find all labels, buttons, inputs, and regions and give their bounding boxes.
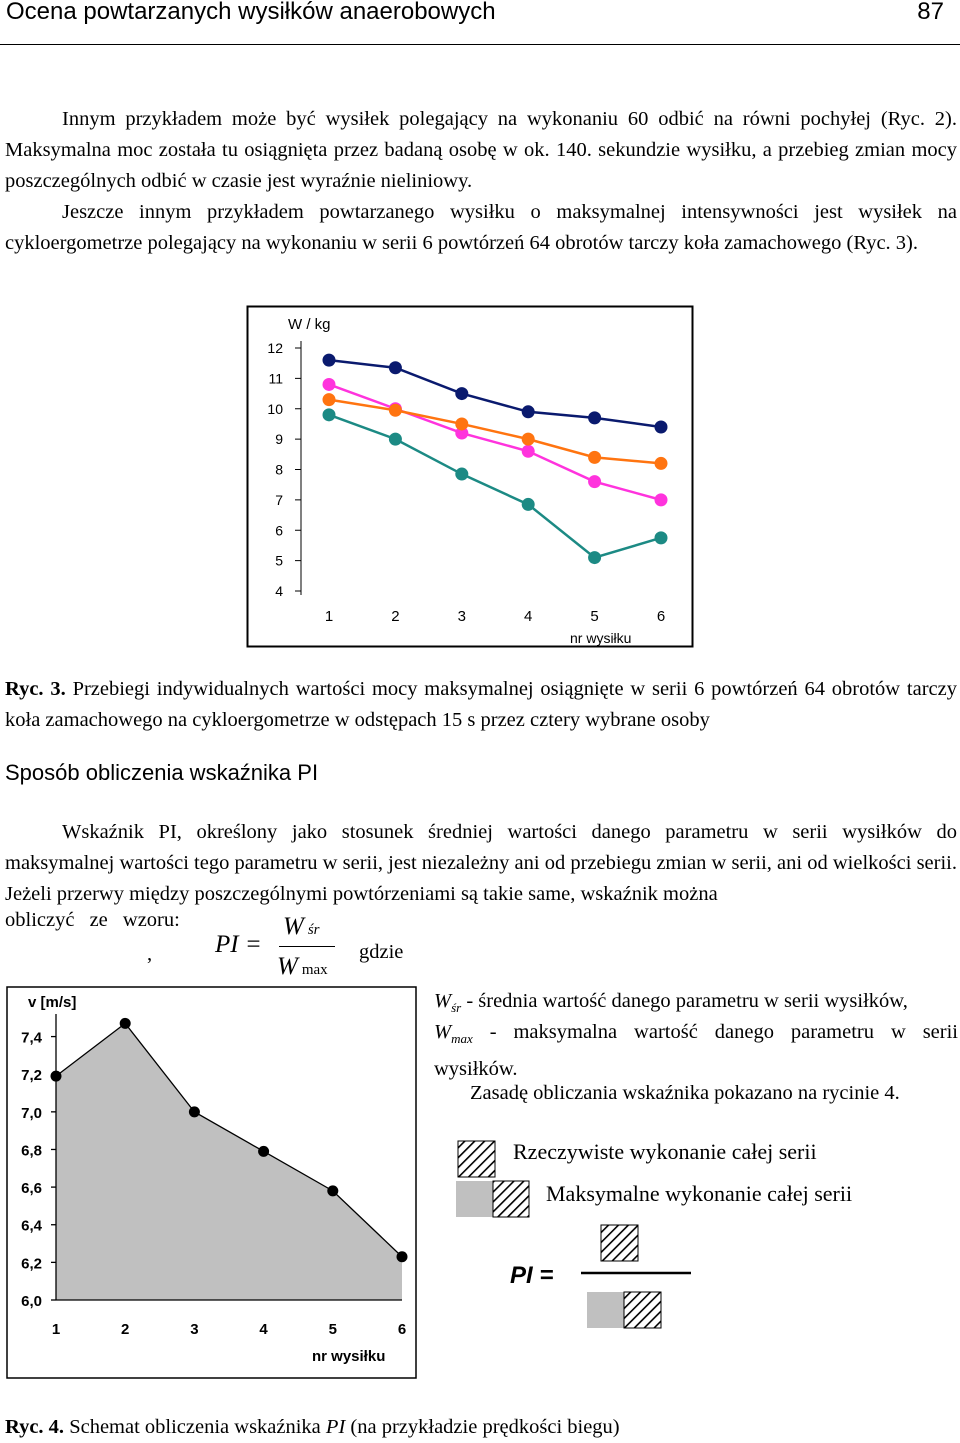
- y-tick-label: 10: [267, 400, 283, 417]
- x-tick-label: 6: [656, 608, 666, 625]
- page-number: 87: [917, 0, 944, 25]
- data-point: [258, 1146, 269, 1157]
- figure-3-chart: [246, 305, 694, 648]
- paragraph-3: Wskaźnik PI, określony jako stosunek średniej wartości danego parametru w serii wysiłków do maksymalnej wartości tego parametru w serii, jest niezależny ani od przebiegu zmian w serii, ani od wielkości serii. Jeżeli przerwy między poszczególnymi powtórzeniami są takie same, wskaźnik można: [5, 821, 957, 905]
- y-tick-label: 6,4: [21, 1217, 42, 1235]
- y-tick-label: 7,4: [21, 1029, 42, 1047]
- x-tick-label: 1: [324, 608, 334, 625]
- data-point: [51, 1071, 62, 1082]
- y-tick-label: 6: [275, 522, 283, 539]
- x-tick-label: 5: [590, 608, 599, 625]
- definition-note: Zasadę obliczania wskaźnika pokazano na rycinie 4.: [470, 1082, 900, 1104]
- y-tick-label: 4: [275, 583, 283, 599]
- x-tick-label: 2: [391, 608, 400, 625]
- paragraph-1: Innym przykładem może być wysiłek polegający na wykonaniu 60 odbić na równi pochyłej (Ryc. 2). Maksymalna moc została tu osiągnięta przez badaną osobę w ok. 140. sekundzie wysiłku, a przebieg zmian mocy poszczególnych odbić w czasie jest wyraźnie nieliniowy.: [5, 108, 957, 192]
- data-point: [397, 1251, 408, 1262]
- y-tick-label: 6,6: [21, 1180, 42, 1198]
- y-tick-label: 9: [275, 431, 283, 448]
- y-tick-label: 5: [275, 552, 283, 569]
- data-point: [588, 475, 601, 488]
- figure-4-chart: [6, 986, 418, 1380]
- definition-wmax: $W_{max}$ - maksymalna wartość danego parametru w serii wysiłków.: [434, 1021, 958, 1081]
- data-point: [189, 1106, 200, 1117]
- x-axis-label: nr wysiłku: [312, 1348, 386, 1365]
- formula-numerator: Wśr: [283, 913, 320, 940]
- data-point: [588, 411, 601, 424]
- pi-denominator-hatched: [624, 1292, 661, 1328]
- x-tick-label: 4: [259, 1321, 268, 1338]
- formula-lhs: PI =: [215, 931, 262, 958]
- y-axis-label: v [m/s]: [28, 994, 77, 1011]
- legend-hatched-swatch: [458, 1141, 495, 1177]
- data-point: [522, 405, 535, 418]
- x-tick-label: 3: [190, 1321, 199, 1338]
- data-point: [655, 531, 668, 544]
- data-point: [588, 551, 601, 564]
- data-point: [522, 498, 535, 511]
- formula-denominator: Wmax: [277, 953, 328, 980]
- x-tick-label: 2: [121, 1321, 130, 1338]
- y-tick-label: 12: [267, 340, 283, 356]
- data-point: [522, 445, 535, 458]
- data-point: [327, 1185, 338, 1196]
- y-axis-label: W / kg: [288, 316, 331, 333]
- page-header: [0, 0, 960, 45]
- y-tick-label: 8: [275, 461, 283, 478]
- fraction-bar: [279, 946, 335, 947]
- pi-label: PI =: [510, 1262, 554, 1289]
- pi-denominator-grey: [587, 1292, 625, 1328]
- legend-grey-hatched-swatch: [493, 1181, 529, 1217]
- data-point: [455, 417, 468, 430]
- data-point: [655, 457, 668, 470]
- legend-max-label: Maksymalne wykonanie całej serii: [546, 1181, 853, 1206]
- legend-actual-label: Rzeczywiste wykonanie całej serii: [513, 1139, 817, 1164]
- formula-comma: ,: [147, 943, 153, 965]
- data-point: [455, 468, 468, 481]
- data-point: [323, 378, 336, 391]
- data-point: [389, 404, 402, 417]
- x-tick-label: 6: [397, 1321, 407, 1338]
- running-title: Ocena powtarzanych wysiłków anaerobowych: [6, 0, 496, 25]
- data-point: [323, 393, 336, 406]
- pi-schematic: [450, 1135, 710, 1335]
- x-axis-label: nr wysiłku: [570, 630, 632, 646]
- y-tick-label: 7: [275, 491, 283, 508]
- data-point: [655, 493, 668, 506]
- data-point: [323, 408, 336, 421]
- section-heading: Sposób obliczenia wskaźnika PI: [5, 760, 319, 785]
- data-point: [389, 433, 402, 446]
- definition-wsr: $W_{śr}$ - średnia wartość danego parametru w serii wysiłków,: [434, 990, 908, 1016]
- paragraph-2: Jeszcze innym przykładem powtarzanego wysiłku o maksymalnej intensywności jest wysiłek na cykloergometrze polegający na wykonaniu w serii 6 powtórzeń 64 obrotów tarczy koła zamachowego (Ryc. 3).: [5, 201, 957, 254]
- data-point: [389, 361, 402, 374]
- y-tick-label: 6,0: [21, 1293, 42, 1310]
- x-tick-label: 3: [457, 608, 466, 625]
- pi-numerator-swatch: [601, 1225, 638, 1261]
- legend-grey-swatch: [456, 1181, 494, 1217]
- y-tick-label: 11: [268, 370, 283, 387]
- y-tick-label: 7,0: [21, 1104, 42, 1122]
- x-tick-label: 4: [524, 608, 533, 625]
- data-point: [588, 451, 601, 464]
- formula-lead: obliczyć ze wzoru:: [5, 909, 180, 931]
- y-tick-label: 7,2: [21, 1067, 42, 1085]
- y-tick-label: 6,8: [21, 1142, 42, 1160]
- formula-trail: gdzie: [359, 941, 404, 963]
- data-point: [323, 354, 336, 367]
- data-point: [655, 420, 668, 433]
- figure-3-caption: Ryc. 3. Przebiegi indywidualnych wartości mocy maksymalnej osiągnięte w serii 6 powtórzeń 64 obrotów tarczy koła zamachowego na cykloergometrze w odstępach 15 s przez cztery wybrane osoby: [5, 678, 957, 731]
- formula: [215, 915, 375, 985]
- figure-4-caption: Ryc. 4. Schemat obliczenia wskaźnika PI (na przykładzie prędkości biegu): [5, 1416, 620, 1438]
- data-point: [455, 387, 468, 400]
- data-point: [120, 1018, 131, 1029]
- y-tick-label: 6,2: [21, 1255, 42, 1273]
- data-point: [522, 433, 535, 446]
- x-tick-label: 1: [51, 1321, 61, 1338]
- x-tick-label: 5: [328, 1321, 337, 1338]
